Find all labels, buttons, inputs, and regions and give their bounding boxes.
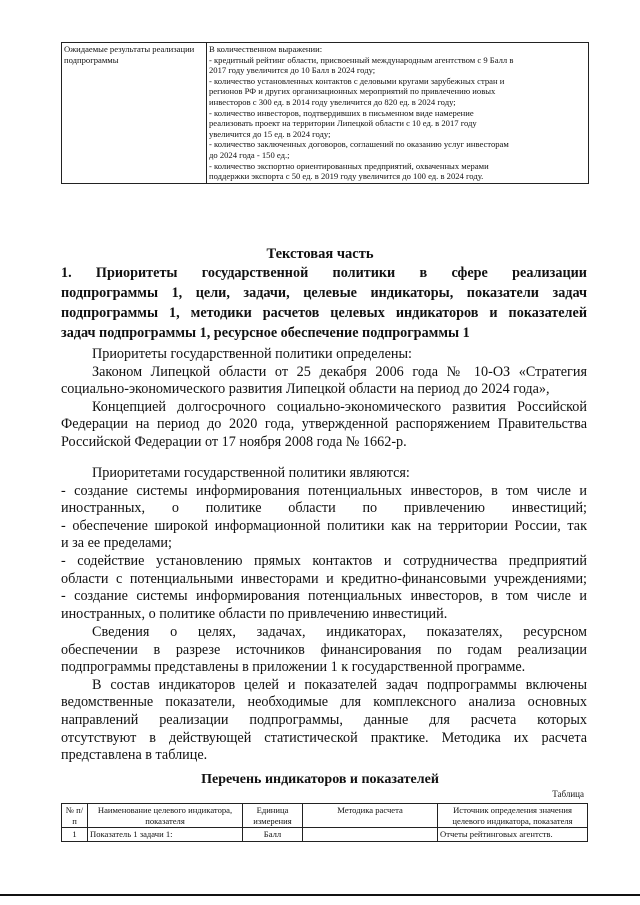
list-item: - создание системы информирования потенциальных инвесторов, в том числе и (61, 588, 587, 605)
text-line: инвесторов с 300 ед. в 2014 году увеличится до 820 ед. в 2024 году; (209, 96, 456, 107)
text-line: реализовать проект на территории Липецкой области с 10 ед. в 2017 году (209, 118, 477, 129)
paragraph-line: Сведения о целях, задачах, индикаторах, показателях, ресурсном (92, 624, 587, 640)
list-item: - содействие установлению прямых контактов и сотрудничества предприятий (61, 552, 587, 569)
column-header: Методика расчета (303, 804, 438, 828)
priorities-list-paragraph (61, 465, 587, 623)
table-header-row (62, 804, 588, 828)
list-item: области с потенциальными инвесторами и кредитно-финансовыми учреждениями; (61, 570, 587, 587)
column-header: № п/п (62, 804, 88, 828)
expected-results-table (61, 42, 589, 184)
heading-line: 1. Приоритеты государственной политики в сфере реализации (61, 265, 587, 281)
list-item: - обеспечение широкой информационной политики как на территории России, так (61, 517, 587, 534)
list-item: - создание системы информирования потенциальных инвесторов, в том числе и (61, 482, 587, 499)
paragraph-line: отсутствуют в действующей статистической практике. Методика их расчета (61, 729, 587, 746)
text-line: - кредитный рейтинг области, присвоенный международным агентством с 9 Балл в (209, 54, 514, 65)
paragraph-line: Российской Федерации от 17 ноября 2008 года № 1662-р. (61, 433, 407, 450)
paragraph-line: Приоритетами государственной политики являются: (92, 465, 410, 481)
column-header: Источник определения значения целевого индикатора, показателя (438, 804, 588, 828)
paragraph-line: Концепцией долгосрочного социально-экономического развития Российской (92, 398, 587, 415)
list-item: иностранных, о политике области по привлечению инвестиций; (61, 500, 587, 517)
paragraph-line: социально-экономического развития Липецкой области на период до 2024 года», (61, 381, 550, 398)
resources-paragraph (61, 624, 587, 765)
paragraph-line: подпрограммы представлены в приложении 1 к государственной программе. (61, 659, 526, 676)
text-line: поддержки экспорта с 50 ед. в 2019 году увеличится до 100 ед. в 2024 году. (209, 171, 484, 182)
paragraph-line: Приоритеты государственной политики определены: (92, 346, 412, 362)
text-line: регионов РФ и других организационных мероприятий по привлечению иовых (209, 86, 496, 97)
table-row (62, 43, 589, 184)
expected-results-label: Ожидаемые результаты реализации подпрограммы (62, 43, 207, 184)
text-line: - количество экспортно ориентированных предприятий, охваченных мерами (209, 160, 489, 171)
text-line: увеличится до 15 ед. в 2024 году; (209, 128, 331, 139)
paragraph-line: представлена в таблице. (61, 747, 208, 764)
list-item: иностранных, о политике области по привлечению инвестиций. (61, 605, 448, 622)
indicators-list-title: Перечень индикаторов и показателей (201, 772, 439, 787)
page-bottom-rule (0, 894, 640, 896)
table-cell: 1 (62, 828, 88, 842)
text-line: до 2024 года - 150 ед.; (209, 149, 290, 160)
text-line: - количество установленных контактов с деловыми кругами зарубежных стран и (209, 75, 505, 86)
table-label: Таблица (552, 789, 584, 799)
indicators-table (61, 803, 588, 842)
paragraph-line: Законом Липецкой области от 25 декабря 2006 года № 10-ОЗ «Стратегия (92, 363, 587, 380)
table-cell: Показатель 1 задачи 1: (88, 828, 243, 842)
text-line: В количественном выражении: (209, 44, 323, 54)
table-cell: Балл (243, 828, 303, 842)
heading-line: подпрограммы 1, методики расчетов целевых индикаторов и показателей (61, 305, 587, 321)
priorities-defined-paragraph (61, 346, 587, 452)
paragraph-line: В состав индикаторов целей и показателей задач подпрограммы включены (92, 676, 587, 693)
text-line: - количество инвесторов, подтвердивших в письменном виде намерение (209, 107, 474, 118)
column-header: Наименование целевого индикатора, показателя (88, 804, 243, 828)
paragraph-line: Федерации на период до 2020 года, утвержденной распоряжением Правительства (61, 416, 587, 433)
table-cell (303, 828, 438, 842)
paragraph-line: обеспечении в разрезе источников финансирования по годам реализации (61, 641, 587, 658)
heading-line: задач подпрограммы 1, ресурсное обеспечение подпрограммы 1 (61, 325, 470, 341)
section-heading (61, 263, 587, 343)
paragraph-line: ведомственные показатели, необходимые для комплексного анализа основных (61, 694, 587, 711)
column-header: Единица измерения (243, 804, 303, 828)
list-item: и за ее пределами; (61, 535, 172, 552)
expected-results-text (207, 43, 589, 184)
heading-line: подпрограммы 1, цели, задачи, целевые индикаторы, показатели задач (61, 285, 587, 301)
text-line: - количество заключенных договоров, соглашений по оказанию услуг инвесторам (209, 139, 509, 150)
table-row (62, 828, 588, 842)
text-line: 2017 году увеличится до 10 Балл в 2024 году; (209, 65, 376, 76)
paragraph-line: направлений реализации подпрограммы, данные для расчета которых (61, 711, 587, 728)
table-cell: Отчеты рейтинговых агентств. (438, 828, 588, 842)
section-title: Текстовая часть (266, 246, 374, 262)
